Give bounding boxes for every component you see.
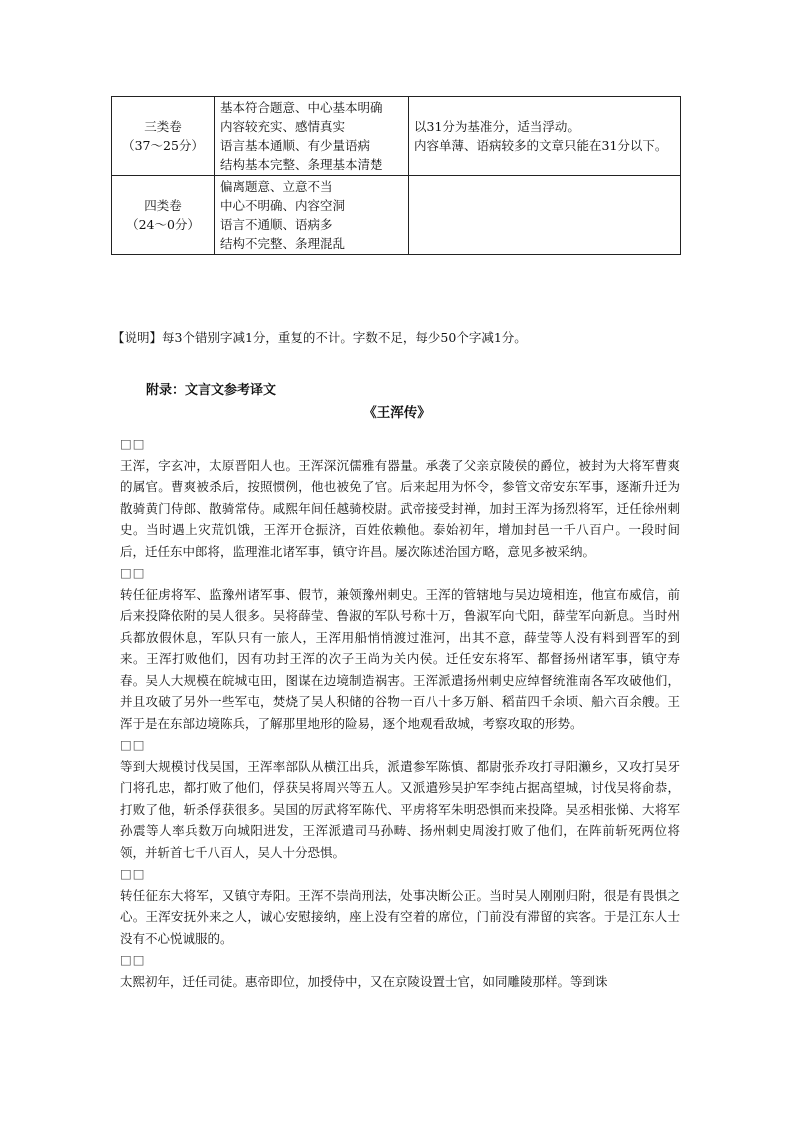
criteria-line: 基本符合题意、中心基本明确 bbox=[220, 100, 383, 115]
paragraph: 王浑，字玄冲，太原晋阳人也。王浑深沉儒雅有器量。承袭了父亲京陵侯的爵位，被封为大将军曹爽的属官。曹爽被杀后，按照惯例，他也被免了官。后来起用为怀令，参管文帝安东军事，逐渐升迁为散骑黄门侍郎、散骑常侍。咸熙年间任越骑校尉。武帝接受封禅，加封王浑为扬烈将军，迁任徐州刺史。当时遇上灾荒饥饿，王浑开仓振济，百姓依赖他。泰始初年，增加封邑一千八百户。一段时间后，迁任东中郎将，监理淮北诸军事，镇守许昌。屡次陈述治国方略，意见多被采纳。 bbox=[120, 457, 680, 559]
paragraph: 等到大规模讨伐吴国，王浑率部队从横江出兵，派遣参军陈慎、都尉张乔攻打寻阳濑乡，又攻打吴牙门将孔忠，都打败了他们，俘获吴将周兴等五人。又派遣殄吴护军李纯占据高望城，讨伐吴将俞恭，打败了他，斩杀俘获很多。吴国的厉武将军陈代、平虏将军朱明恐惧而来投降。吴丞相张悌、大将军孙震等人率兵数万向城阳进发，王浑派遣司马孙畴、扬州刺史周浚打败了他们，在阵前斩死两位将领，并斩首七千八百人，吴人十分恐惧。 bbox=[120, 758, 680, 860]
criteria-cell bbox=[215, 97, 409, 176]
grading-table bbox=[111, 96, 681, 255]
criteria-line: 中心不明确、内容空洞 bbox=[220, 198, 346, 213]
paragraph: 太熙初年，迁任司徒。惠帝即位，加授侍中，又在京陵设置士官，如同雕陵那样。等到诛 bbox=[120, 973, 608, 989]
table-row bbox=[112, 176, 681, 255]
category-range: （24～0分） bbox=[126, 217, 200, 232]
category-name: 三类卷 bbox=[144, 119, 182, 134]
criteria-line: 偏离题意、立意不当 bbox=[220, 179, 333, 194]
paragraph-marker: □□ bbox=[120, 952, 146, 967]
criteria-line: 语言不通顺、语病多 bbox=[220, 217, 333, 232]
criteria-line: 语言基本通顺、有少量语病 bbox=[220, 138, 371, 153]
scoring-explanation: 【说明】每3个错别字减1分，重复的不计。字数不足，每少50个字减1分。 bbox=[112, 330, 527, 345]
category-cell bbox=[112, 176, 215, 255]
paragraph-marker: □□ bbox=[120, 866, 146, 881]
criteria-cell bbox=[215, 176, 409, 255]
category-range: （37～25分） bbox=[122, 138, 204, 153]
paragraph: 转任征东大将军，又镇守寿阳。王浑不崇尚刑法，处事决断公正。当时吴人刚刚归附，很是有畏惧之心。王浑安抚外来之人，诚心安慰接纳，座上没有空着的席位，门前没有滞留的宾客。于是江东人士没有不心悦诚服的。 bbox=[120, 887, 680, 946]
paragraph-marker: □□ bbox=[120, 737, 146, 752]
paragraph: 转任征虏将军、监豫州诸军事、假节，兼领豫州刺史。王浑的管辖地与吴边境相连，他宣布威信，前后来投降依附的吴人很多。吴将薛莹、鲁淑的军队号称十万，鲁淑军向弋阳，薛莹军向新息。当时州兵都放假休息，军队只有一旅人，王浑用船悄悄渡过淮河，出其不意，薛莹等人没有料到晋军的到来。王浑打败他们，因有功封王浑的次子王尚为关内侯。迁任安东将军、都督扬州诸军事，镇守寿春。吴人大规模在皖城屯田，图谋在边境制造祸害。王浑派遣扬州刺史应绰督统淮南各军攻破他们，并且攻破了另外一些军屯，焚烧了吴人积储的谷物一百八十多万斛、稻苗四千余顷、船六百余艘。王浑于是在东部边境陈兵，了解那里地形的险易，逐个地观看敌城，考察攻取的形势。 bbox=[120, 586, 680, 731]
criteria-line: 内容较充实、感情真实 bbox=[220, 119, 346, 134]
category-cell bbox=[112, 97, 215, 176]
appendix-heading: 附录：文言文参考译文 bbox=[146, 383, 277, 398]
table-row bbox=[112, 97, 681, 176]
scoring-note-cell bbox=[409, 97, 681, 176]
criteria-line: 结构基本完整、条理基本清楚 bbox=[220, 157, 383, 172]
category-name: 四类卷 bbox=[144, 198, 182, 213]
paragraph-marker: □□ bbox=[120, 565, 146, 580]
scoring-note-cell bbox=[409, 176, 681, 255]
criteria-line: 结构不完整、条理混乱 bbox=[220, 236, 346, 251]
scoring-note-line: 以31分为基准分，适当浮动。 bbox=[414, 119, 580, 134]
scoring-note-line: 内容单薄、语病较多的文章只能在31分以下。 bbox=[414, 138, 668, 153]
document-title: 《王浑传》 bbox=[363, 405, 431, 421]
translation-body bbox=[120, 433, 680, 992]
paragraph-marker: □□ bbox=[120, 436, 146, 451]
